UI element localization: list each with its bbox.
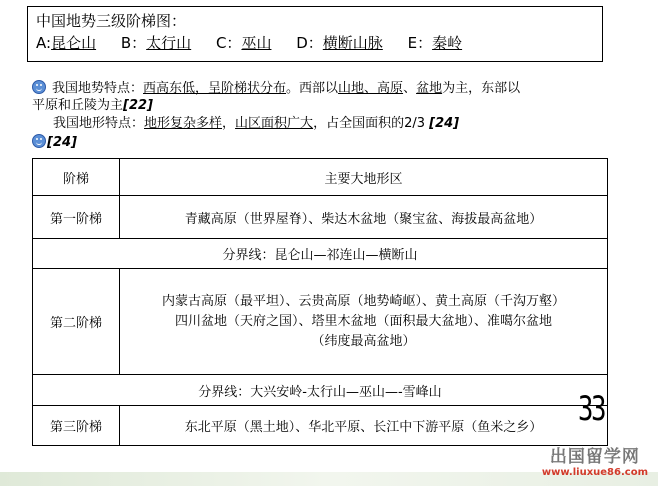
- landform-stairs-table: [32, 158, 608, 446]
- divider-row: [33, 375, 608, 406]
- row-label: 第二阶梯: [33, 269, 120, 375]
- page-number: 33: [578, 389, 605, 429]
- legend-item-c: C：巫山: [215, 34, 272, 52]
- table-row: [33, 406, 608, 446]
- boundary-line-text: 分界线：大兴安岭-太行山—巫山—-雪峰山: [33, 375, 608, 406]
- watermark-logo: [542, 449, 648, 478]
- boundary-line-text: 分界线：昆仑山—祁连山—横断山: [33, 239, 608, 269]
- terrain-note-line1: 我国地势特点：西高东低，呈阶梯状分布。西部以山地、高原、盆地为主，东部以: [32, 80, 520, 98]
- legend-item-b: B：太行山: [120, 34, 192, 52]
- terrain-note-line2: 平原和丘陵为主[22]: [32, 98, 153, 113]
- row-label: 第三阶梯: [33, 406, 120, 446]
- stair-map-legend-box: [27, 6, 603, 62]
- legend-item-a: A:昆仑山: [36, 34, 97, 52]
- legend-item-e: E：秦岭: [407, 34, 463, 52]
- row-content: 青藏高原（世界屋脊）、柴达木盆地（聚宝盆、海拔最高盆地）: [120, 196, 608, 239]
- header-cell-landforms: 主要大地形区: [120, 159, 608, 196]
- row-label: 第一阶梯: [33, 196, 120, 239]
- table-header-row: [33, 159, 608, 196]
- divider-row: [33, 239, 608, 269]
- header-cell-stair: 阶梯: [33, 159, 120, 196]
- table-ref-note: [24]: [32, 134, 77, 152]
- legend-items: [36, 31, 594, 55]
- row-content: 东北平原（黑土地）、华北平原、长江中下游平原（鱼米之乡）: [120, 406, 608, 446]
- legend-item-d: D：横断山脉: [296, 34, 383, 52]
- row-content: 内蒙古高原（最平坦）、云贵高原（地势崎岖）、黄土高原（千沟万壑） 四川盆地（天府之国）、塔里木盆地（面积最大盆地）、准噶尔盆地 （纬度最高盆地）: [120, 269, 608, 375]
- landform-note: 我国地形特点：地形复杂多样，山区面积广大，占全国面积的2/3 [24]: [53, 116, 460, 131]
- table-row: [33, 196, 608, 239]
- watermark-url: www.liuxue86.com: [541, 467, 648, 478]
- legend-heading: 中国地势三级阶梯图：: [36, 12, 187, 30]
- smiley-icon: [32, 80, 46, 94]
- watermark-name: 出国留学网: [549, 447, 640, 467]
- table-row: [33, 269, 608, 375]
- smiley-icon: [32, 134, 46, 148]
